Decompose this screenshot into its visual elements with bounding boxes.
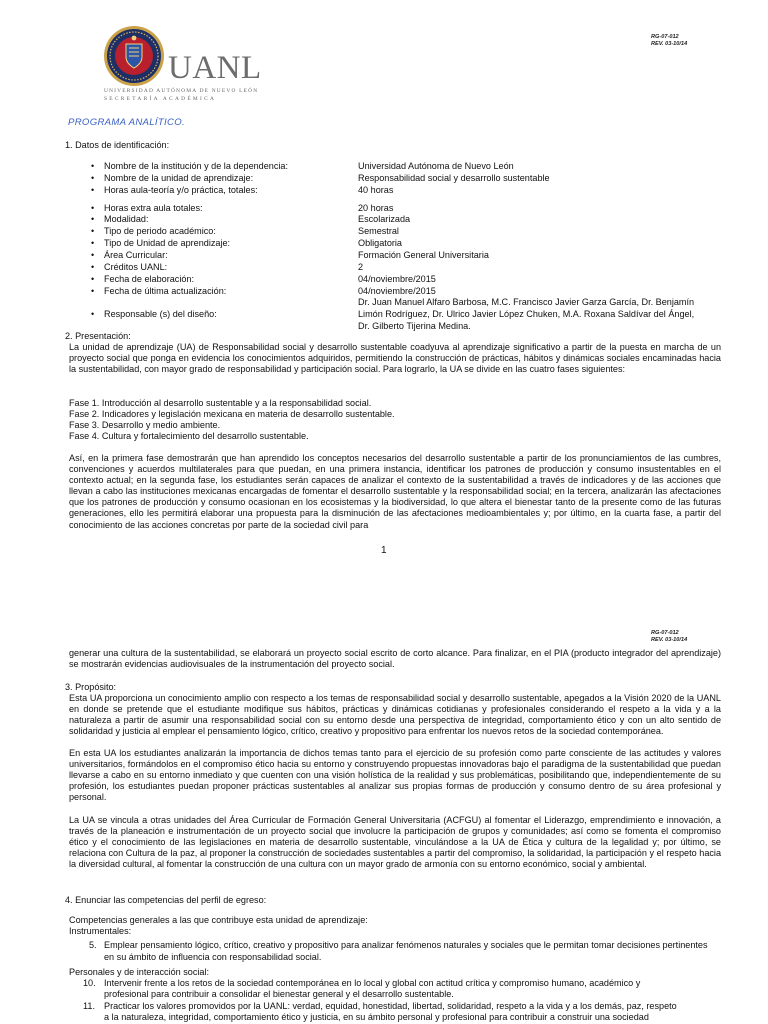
id-value: Universidad Autónoma de Nuevo León <box>358 161 514 171</box>
personales-label: Personales y de interacción social: <box>69 967 210 977</box>
id-label: Tipo de periodo académico: <box>104 226 216 236</box>
uanl-logo <box>102 22 282 112</box>
fase-item: Fase 4. Cultura y fortalecimiento del desarrollo sustentable. <box>69 431 309 441</box>
competencias-generales: Competencias generales a las que contribuye esta unidad de aprendizaje: <box>69 915 368 925</box>
id-value: Formación General Universitaria <box>358 250 489 260</box>
university-seal-icon <box>102 24 166 88</box>
fase-item: Fase 2. Indicadores y legislación mexicana en materia de desarrollo sustentable. <box>69 409 395 419</box>
id-label: Fecha de elaboración: <box>104 274 194 284</box>
id-label: Nombre de la unidad de aprendizaje: <box>104 173 254 183</box>
competency-line: Emplear pensamiento lógico, crítico, creativo y propositivo para analizar fenómenos naturales y sociales que le permitan tomar decisiones pertinentes <box>104 940 708 950</box>
purpose-paragraph: En esta UA los estudiantes analizarán la importancia de dichos temas tanto para el ejercicio de su profesión como parte consciente de las actitudes y valores universitarios, formándolos en el compromiso ético hacia su entorno y construyendo propuestas innovadoras bajo el paradigma de la sustentabilidad que puedan llevarse a cabo en su entorno inmediato y que cuenten con una visión holística de la realidad y sus problemáticas, posibilitando que, independientemente de su profesión, los estudiantes puedan proponer prácticas sustentables al analizar sus propias formas de producción y consumo dentro de su área profesional y personal. <box>69 748 721 803</box>
page-number: 1 <box>381 545 387 556</box>
competency-line: Practicar los valores promovidos por la UANL: verdad, equidad, honestidad, libertad, solidaridad, respeto a la vida y a los demás, paz, respeto <box>104 1001 677 1011</box>
id-label: Modalidad: <box>104 214 149 224</box>
purpose-paragraph: La UA se vincula a otras unidades del Área Curricular de Formación General Universitaria (ACFGU) al fomentar el Liderazgo, emprendimiento e innovación, a través de la planeación e instrumentación de un proyecto social que involucre la participación de grupos y comunidades; así como se fomenta el compromiso ético y el conocimiento de las legislaciones en materia de desarrollo sustentable, vinculándose a la UA de Ética y cultura de la legalidad y; por último, se relaciona con Cultura de la paz, al proponer la construcción de sociedades sustentables a partir del compromiso, la solidaridad, la participación y el respeto hacia la diversidad cultural, al fomentar la construcción de una cultura con un mayor grado de armonía con su entorno económico, social y ambiental. <box>69 815 721 870</box>
responsable-line: Limón Rodríguez, Dr. Ulrico Javier López Chuken, M.A. Roxana Saldívar del Ángel, <box>358 309 695 319</box>
presentation-body: Así, en la primera fase demostrarán que han aprendido los conceptos necesarios del desarrollo sustentable a partir de los pronunciamientos de las cumbres, convenciones y acuerdos multilaterales para que puedan, en una primera instancia, identificar los patrones de producción y consumo insustentables en el contexto actual; en la segunda fase, los estudiantes serán capaces de analizar el contexto de la sustentabilidad a través de indicadores y de las acciones que llevan a cabo las instituciones mexicanas encargadas de fomentar el desarrollo sustentable y la responsabilidad social; en la tercera, analizarán las afectaciones que los patrones de producción y consumo ocasionan en los ecosistemas y la biodiversidad, lo que altera el bienestar tanto de la presente como de las futuras generaciones, ello les permitirá elaborar una propuesta para la disminución de las afectaciones medioambientales y; por último, en la cuarta fase, a partir del conocimiento de las acciones concretas por parte de la sociedad civil para <box>69 453 721 530</box>
section1-heading: 1. Datos de identificación: <box>65 140 170 150</box>
id-value: 04/noviembre/2015 <box>358 274 436 284</box>
presentation-intro: La unidad de aprendizaje (UA) de Responsabilidad social y desarrollo sustentable coadyuva al aprendizaje significativo a partir de la puesta en marcha de un proyecto social que ponga en evidencia los conocimientos adquiridos, permitiendo la construcción de prácticas, hábitos y dinámicas sociales encaminadas hacia la sustentabilidad, con mayor grado de responsabilidad y participación social. Para lograrlo, la UA se divide en las cuatro fases siguientes: <box>69 342 721 375</box>
responsable-line: Dr. Juan Manuel Alfaro Barbosa, M.C. Francisco Javier Garza García, Dr. Benjamín <box>358 297 695 307</box>
department-name-line: SECRETARÍA ACADÉMICA <box>104 96 217 102</box>
id-label: Horas aula-teoría y/o práctica, totales: <box>104 185 258 195</box>
brand-wordmark: UANL <box>168 50 262 86</box>
id-value: 2 <box>358 262 364 272</box>
section4-heading: 4. Enunciar las competencias del perfil de egreso: <box>65 895 267 905</box>
competency-line: Intervenir frente a los retos de la sociedad contemporánea en lo local y global con actitud crítica y compromiso humano, académico y <box>104 978 641 988</box>
competency-number: 5. <box>89 940 97 950</box>
purpose-paragraph: Esta UA proporciona un conocimiento amplio con respecto a los temas de responsabilidad social y desarrollo sustentable, apegados a la Visión 2020 de la UANL en donde se pretende que el estudiante modifique sus hábitos, prácticas y dinámicas cotidianas y profesionales considerando el respeto a la vida y a la naturaleza a partir de asumir una responsabilidad social con su entorno desde una perspectiva de integridad, comportamiento ético y con un alto sentido de solidaridad y justicia al emplear el pensamiento lógico, crítico, creativo y propositivo para enfrentar los nuevos retos de la sociedad contemporánea. <box>69 693 721 737</box>
id-label: Créditos UANL: <box>104 262 168 272</box>
id-value: Escolarizada <box>358 214 411 224</box>
id-label: Fecha de última actualización: <box>104 286 227 296</box>
id-label: Nombre de la institución y de la dependencia: <box>104 161 289 171</box>
university-name-line: UNIVERSIDAD AUTÓNOMA DE NUEVO LEÓN <box>104 88 259 94</box>
instrumentales-label: Instrumentales: <box>69 926 132 936</box>
id-value: Obligatoria <box>358 238 402 248</box>
id-label: Tipo de Unidad de aprendizaje: <box>104 238 231 248</box>
competency-line: profesional para contribuir a consolidar el bienestar general y el desarrollo sustentable. <box>104 989 454 999</box>
id-label: Horas extra aula totales: <box>104 203 203 213</box>
fase-item: Fase 1. Introducción al desarrollo sustentable y a la responsabilidad social. <box>69 398 372 408</box>
id-value: 04/noviembre/2015 <box>358 286 436 296</box>
id-value: 40 horas <box>358 185 394 195</box>
id-value: 20 horas <box>358 203 394 213</box>
responsable-line: Dr. Gilberto Tijerina Medina. <box>358 321 471 331</box>
competency-line: a la naturaleza, integridad, comportamiento ético y justicia, en su ámbito personal y profesional para contribuir a construir una sociedad <box>104 1012 649 1022</box>
document-revision: REV. 03-10/14 <box>651 41 688 47</box>
document-code: RG-07-012 <box>651 630 679 636</box>
presentation-continuation: generar una cultura de la sustentabilidad, se elaborará un proyecto social escrito de corto alcance. Para finalizar, en el PIA (producto integrador del aprendizaje) se mostrarán evidencias audiovisuales de la instrumentación del proyecto social. <box>69 648 721 670</box>
id-label: Área Curricular: <box>104 250 168 260</box>
id-value: Semestral <box>358 226 399 236</box>
page-title: PROGRAMA ANALÍTICO. <box>68 117 185 128</box>
section3-heading: 3. Propósito: <box>65 682 117 692</box>
competency-number: 11. <box>83 1001 95 1011</box>
competency-number: 10. <box>83 978 96 988</box>
competency-line: en su ámbito de influencia con responsabilidad social. <box>104 952 322 962</box>
responsable-label: Responsable (s) del diseño: <box>104 309 217 319</box>
section2-heading: 2. Presentación: <box>65 331 131 341</box>
fase-item: Fase 3. Desarrollo y medio ambiente. <box>69 420 221 430</box>
document-revision: REV. 03-10/14 <box>651 637 688 643</box>
id-value: Responsabilidad social y desarrollo sustentable <box>358 173 550 183</box>
document-code: RG-07-012 <box>651 34 679 40</box>
